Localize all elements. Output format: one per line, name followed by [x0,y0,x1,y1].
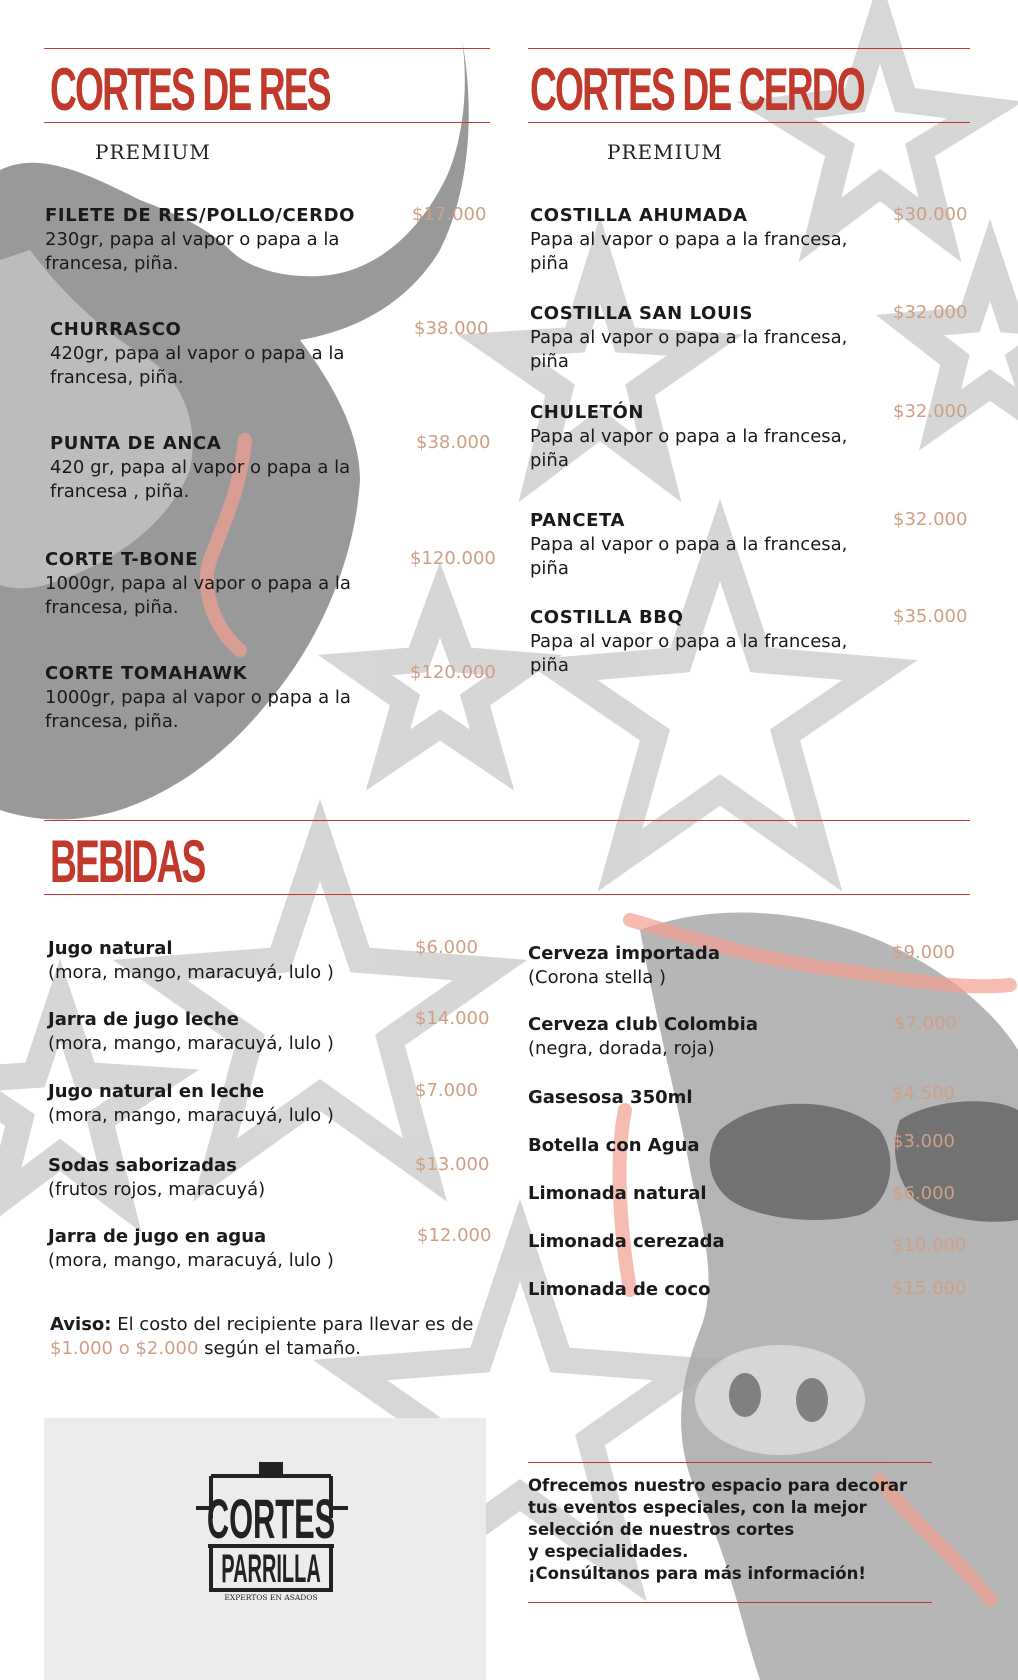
drink-item [528,1278,710,1302]
drink-name: Cerveza importada [528,943,720,964]
menu-item [530,302,885,374]
star-decoration-icon [775,20,985,230]
item-name: COSTILLA SAN LOUIS [530,303,754,324]
notice-label: Aviso: [50,1314,112,1335]
drink-item [48,1154,265,1202]
menu-item [530,606,885,678]
item-description: 230gr, papa al vapor o papa a la francesa, piña. [45,229,340,274]
item-name: FILETE DE RES/POLLO/CERDO [45,205,356,226]
drink-item [528,1134,700,1158]
drink-name: Cerveza club Colombia [528,1014,759,1035]
drink-price: $3.000 [892,1131,955,1152]
item-name: COSTILLA AHUMADA [530,205,748,226]
notice-text-end: según el tamaño. [198,1338,361,1359]
item-price: $30.000 [893,204,968,225]
drink-item [528,1182,707,1206]
drink-item [48,1080,334,1128]
star-decoration-icon [910,260,1018,420]
drink-price: $10.000 [892,1235,967,1256]
menu-item [50,318,380,390]
item-description: Papa al vapor o papa a la francesa, piña [530,327,848,372]
brand-logo [186,1458,356,1604]
drink-item [528,942,720,990]
item-price: $120.000 [410,548,496,569]
container-notice [50,1313,490,1361]
drink-price: $7.000 [415,1080,478,1101]
drink-item [528,1013,758,1061]
item-name: CORTE TOMAHAWK [45,663,248,684]
drink-name: Gasesosa 350ml [528,1087,693,1108]
drink-description: (frutos rojos, maracuyá) [48,1179,266,1200]
logo-text-cortes: CORTES [206,1487,336,1551]
drink-price: $12.000 [417,1225,492,1246]
item-description: Papa al vapor o papa a la francesa, piña [530,229,848,274]
item-price: $35.000 [893,606,968,627]
item-name: COSTILLA BBQ [530,607,684,628]
menu-item [530,401,885,473]
notice-price-large: $2.000 [135,1338,199,1359]
star-decoration-icon [560,540,880,860]
drink-item [528,1086,693,1110]
drink-name: Limonada cerezada [528,1231,725,1252]
drink-price: $15.000 [892,1278,967,1299]
menu-item [50,432,380,504]
drink-name: Limonada de coco [528,1279,711,1300]
item-price: $38.000 [416,432,491,453]
drink-price: $7.000 [894,1013,957,1034]
item-description: 1000gr, papa al vapor o papa a la francesa, piña. [45,573,351,618]
drink-price: $4.500 [892,1083,955,1104]
drink-description: (mora, mango, maracuyá, lulo ) [48,1250,334,1271]
item-description: 420 gr, papa al vapor o papa a la francesa , piña. [50,457,351,502]
drink-item [48,1008,334,1056]
item-price: $32.000 [893,509,968,530]
item-name: CHURRASCO [50,319,182,340]
promo-line: tus eventos especiales, con la mejor [528,1498,867,1517]
section-subtitle-cerdo: PREMIUM [607,140,723,164]
menu-item [530,509,885,581]
drink-description: (mora, mango, maracuyá, lulo ) [48,1105,334,1126]
drink-name: Jugo natural en leche [48,1081,265,1102]
notice-text: El costo del recipiente para llevar es de [111,1314,474,1335]
item-price: $120.000 [410,662,496,683]
notice-price-small: $1.000 [50,1338,113,1359]
item-name: CHULETÓN [530,402,645,423]
drink-item [48,937,334,985]
drink-name: Jarra de jugo leche [48,1009,239,1030]
drink-price: $6.000 [892,1183,955,1204]
item-description: 1000gr, papa al vapor o papa a la francesa, piña. [45,687,351,732]
menu-item [45,548,385,620]
item-description: Papa al vapor o papa a la francesa, piña [530,631,848,676]
logo-text-parrilla: PARRILLA [221,1545,321,1591]
drink-name: Limonada natural [528,1183,707,1204]
section-title-bebidas: BEBIDAS [50,828,205,895]
drink-item [528,1230,725,1254]
item-name: CORTE T-BONE [45,549,199,570]
logo-tagline: EXPERTOS EN ASADOS [224,1593,318,1602]
menu-item [45,662,385,734]
promo-line: Ofrecemos nuestro espacio para decorar [528,1476,908,1495]
section-title-cerdo: CORTES DE CERDO [530,56,864,123]
drink-name: Sodas saborizadas [48,1155,237,1176]
drink-price: $6.000 [415,937,478,958]
section-subtitle-res: PREMIUM [95,140,211,164]
drink-price: $13.000 [415,1154,490,1175]
item-description: Papa al vapor o papa a la francesa, piña [530,534,848,579]
item-description: 420gr, papa al vapor o papa a la francesa, piña. [50,343,345,388]
drink-description: (mora, mango, maracuyá, lulo ) [48,1033,334,1054]
item-name: PUNTA DE ANCA [50,433,222,454]
item-price: $32.000 [893,302,968,323]
drink-description: (Corona stella ) [528,967,667,988]
item-price: $32.000 [893,401,968,422]
drink-item [48,1225,334,1273]
promo-line: ¡Consúltanos para más información! [528,1564,866,1583]
item-name: PANCETA [530,510,626,531]
menu-item [45,204,385,276]
drink-price: $9.000 [892,942,955,963]
drink-name: Jugo natural [48,938,173,959]
promo-line: y especialidades. [528,1542,689,1561]
promo-line: selección de nuestros cortes [528,1520,795,1539]
notice-separator: o [112,1338,136,1359]
drink-name: Jarra de jugo en agua [48,1226,267,1247]
drink-description: (negra, dorada, roja) [528,1038,715,1059]
section-title-res: CORTES DE RES [50,56,330,123]
drink-name: Botella con Agua [528,1135,700,1156]
menu-item [530,204,885,276]
item-price: $17.000 [412,204,487,225]
container-promo [528,1475,948,1585]
item-price: $38.000 [414,318,489,339]
drink-description: (mora, mango, maracuyá, lulo ) [48,962,334,983]
drink-price: $14.000 [415,1008,490,1029]
item-description: Papa al vapor o papa a la francesa, piña [530,426,848,471]
